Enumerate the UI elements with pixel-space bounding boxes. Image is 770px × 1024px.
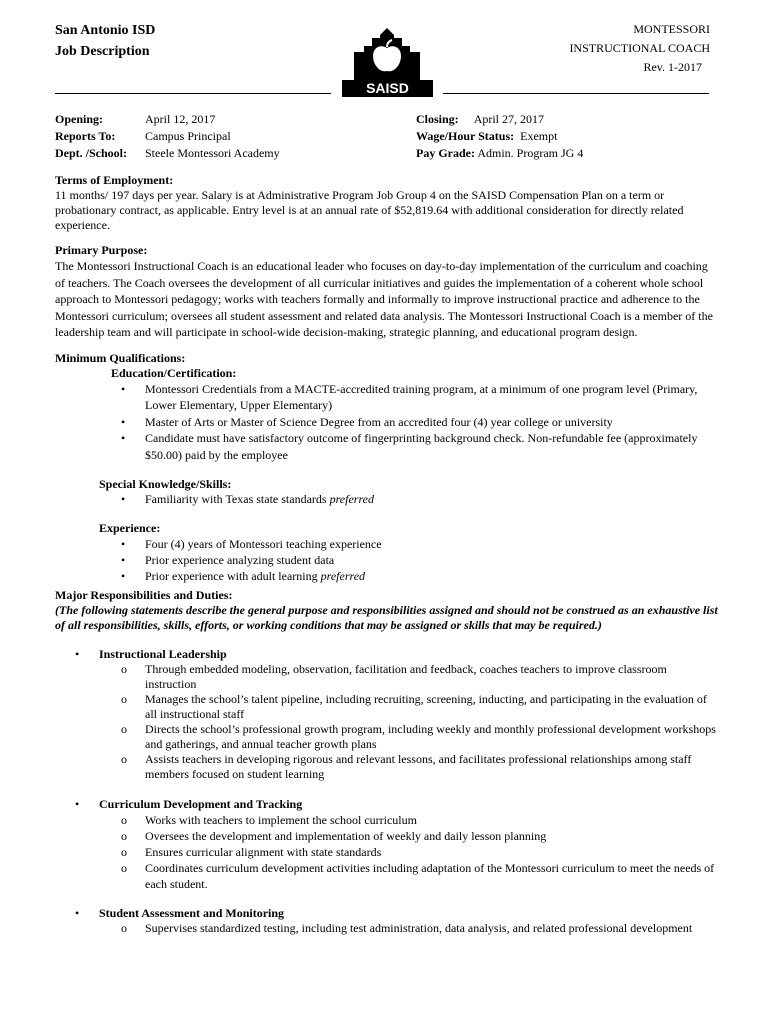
duties-disclaimer: (The following statements describe the general purpose and responsibilities assigned and should not be construed as an exhaustive list of all responsibilities, skills, efforts, or working conditions that may be assigned or skills that may be required.) [55,603,718,632]
opening-label: Opening: [55,112,104,126]
main-content [55,173,720,936]
duty-group-title: • Student Assessment and Monitoring [75,906,285,920]
circle-bullet-icon: o [121,921,127,935]
terms-text: 11 months/ 197 days per year. Salary is at Administrative Program Job Group 4 on the SAISD Compensation Plan on a term or probationary contract, as applicable. Entry level is at an annual rate of $52,819.64 with additional consideration for directly related experience. [55,188,684,232]
closing-value: April 27, 2017 [473,112,545,126]
header-rule-right [443,93,709,94]
wage-value: Exempt [520,129,558,143]
pay-value: Admin. Program JG 4 [477,146,584,160]
closing-label: Closing: [416,112,459,126]
bullet-icon: • [75,647,80,661]
bullet-icon: • [121,492,126,506]
bullet-icon: • [121,569,126,583]
list-item: o Oversees the development and implementation of weekly and daily lesson planning [121,829,547,843]
duty-group-title: • Curriculum Development and Tracking [75,797,303,811]
qualifications-title: Minimum Qualifications: [55,350,186,365]
list-item: • Prior experience analyzing student data [121,553,335,567]
doc-type: Job Description [55,44,150,59]
circle-bullet-icon: o [121,845,127,859]
position-title-line2: INSTRUCTIONAL COACH [569,41,710,55]
position-title-line1: MONTESSORI [633,22,710,36]
list-item: o Works with teachers to implement the school curriculum [121,813,417,827]
terms-section [55,173,720,233]
purpose-text: The Montessori Instructional Coach is an educational leader who focuses on day-to-day implementation of the curriculum and coaching of teachers. The Coach oversees the development of all curricular initiatives and guides the implementation of a coherent whole school approach to Montessori pedagogy; works with teachers formally and informally to improve instructional practice and adherence to the Montessori curriculum; oversees all student assessment and related data analysis. The Montessori Instructional Coach is a member of the leadership team and will participate in school-wide decision-making, strategic planning, and educational program design. [55,259,713,339]
circle-bullet-icon: o [121,813,127,827]
purpose-title: Primary Purpose: [55,243,148,257]
header-rule-left [55,93,331,94]
bullet-icon: • [121,537,126,551]
skills-list [55,492,720,507]
dept-label: Dept. /School: [55,146,127,160]
qualifications-section [55,351,720,585]
circle-bullet-icon: o [121,829,127,843]
list-item: • Familiarity with Texas state standards preferred [121,492,375,506]
duty-items [55,812,720,892]
list-item: o Assists teachers in developing rigorous and relevant lessons, and facilitates professional relationships among staff members focused on student learning [121,752,692,781]
duty-group-instructional [55,647,720,782]
duties-section [55,588,720,936]
duty-items [55,662,720,782]
revision: Rev. 1-2017 [643,60,702,74]
logo-text: SAISD [366,80,409,96]
org-name: San Antonio ISD [55,23,156,38]
experience-list [55,536,720,584]
duty-items [55,921,720,936]
list-item: o Supervises standardized testing, including test administration, data analysis, and related professional development [121,921,693,935]
info-right [416,111,583,162]
list-item: • Master of Arts or Master of Science Degree from an accredited four (4) year college or university [121,414,613,429]
bullet-icon: • [121,381,126,396]
duties-title: Major Responsibilities and Duties: [55,588,233,602]
circle-bullet-icon: o [121,752,127,766]
terms-title: Terms of Employment: [55,173,174,187]
list-item: o Ensures curricular alignment with state standards [121,845,382,859]
duty-group-assessment [55,906,720,936]
circle-bullet-icon: o [121,722,127,736]
purpose-section [55,243,720,341]
circle-bullet-icon: o [121,861,127,875]
education-title: Education/Certification: [111,365,237,380]
header-right [569,20,710,77]
list-item: o Directs the school’s professional growth program, including weekly and monthly professional development workshops and gatherings, and annual teacher growth plans [121,722,716,751]
dept-value: Steele Montessori Academy [145,146,280,160]
list-item: o Through embedded modeling, observation, facilitation and feedback, coaches teachers to improve classroom instruction [121,662,667,691]
circle-bullet-icon: o [121,662,127,676]
list-item: • Four (4) years of Montessori teaching experience [121,537,382,551]
list-item: • Prior experience with adult learning preferred [121,569,366,583]
duty-group-title: • Instructional Leadership [75,647,227,661]
saisd-logo [340,28,435,98]
bullet-icon: • [121,414,126,429]
duty-group-curriculum [55,796,720,892]
bullet-icon: • [121,431,126,445]
skills-title: Special Knowledge/Skills: [99,477,232,491]
pay-label: Pay Grade: [416,146,475,160]
reports-value: Campus Principal [145,129,231,143]
list-item: • Candidate must have satisfactory outcome of fingerprinting background check. Non-refundable fee (approximately $50.00) paid by the employee [121,431,698,462]
circle-bullet-icon: o [121,692,127,706]
info-left [55,111,280,162]
reports-label: Reports To: [55,129,116,143]
list-item: o Manages the school’s talent pipeline, including recruiting, screening, inducting, and participating in the evaluation of all instructional staff [121,692,707,721]
list-item: o Coordinates curriculum development activities including adaptation of the Montessori curriculum to meet the needs of each student. [121,861,715,891]
list-item: • Montessori Credentials from a MACTE-accredited training program, at a minimum of one program level (Primary, Lower Elementary, Upper Elementary) [121,381,698,412]
wage-label: Wage/Hour Status: [416,129,515,143]
bullet-icon: • [121,553,126,567]
bullet-icon: • [75,906,80,920]
education-list [55,381,720,464]
experience-title: Experience: [99,521,161,535]
bullet-icon: • [75,797,80,811]
opening-value: April 12, 2017 [145,112,216,126]
header-left [55,20,155,62]
